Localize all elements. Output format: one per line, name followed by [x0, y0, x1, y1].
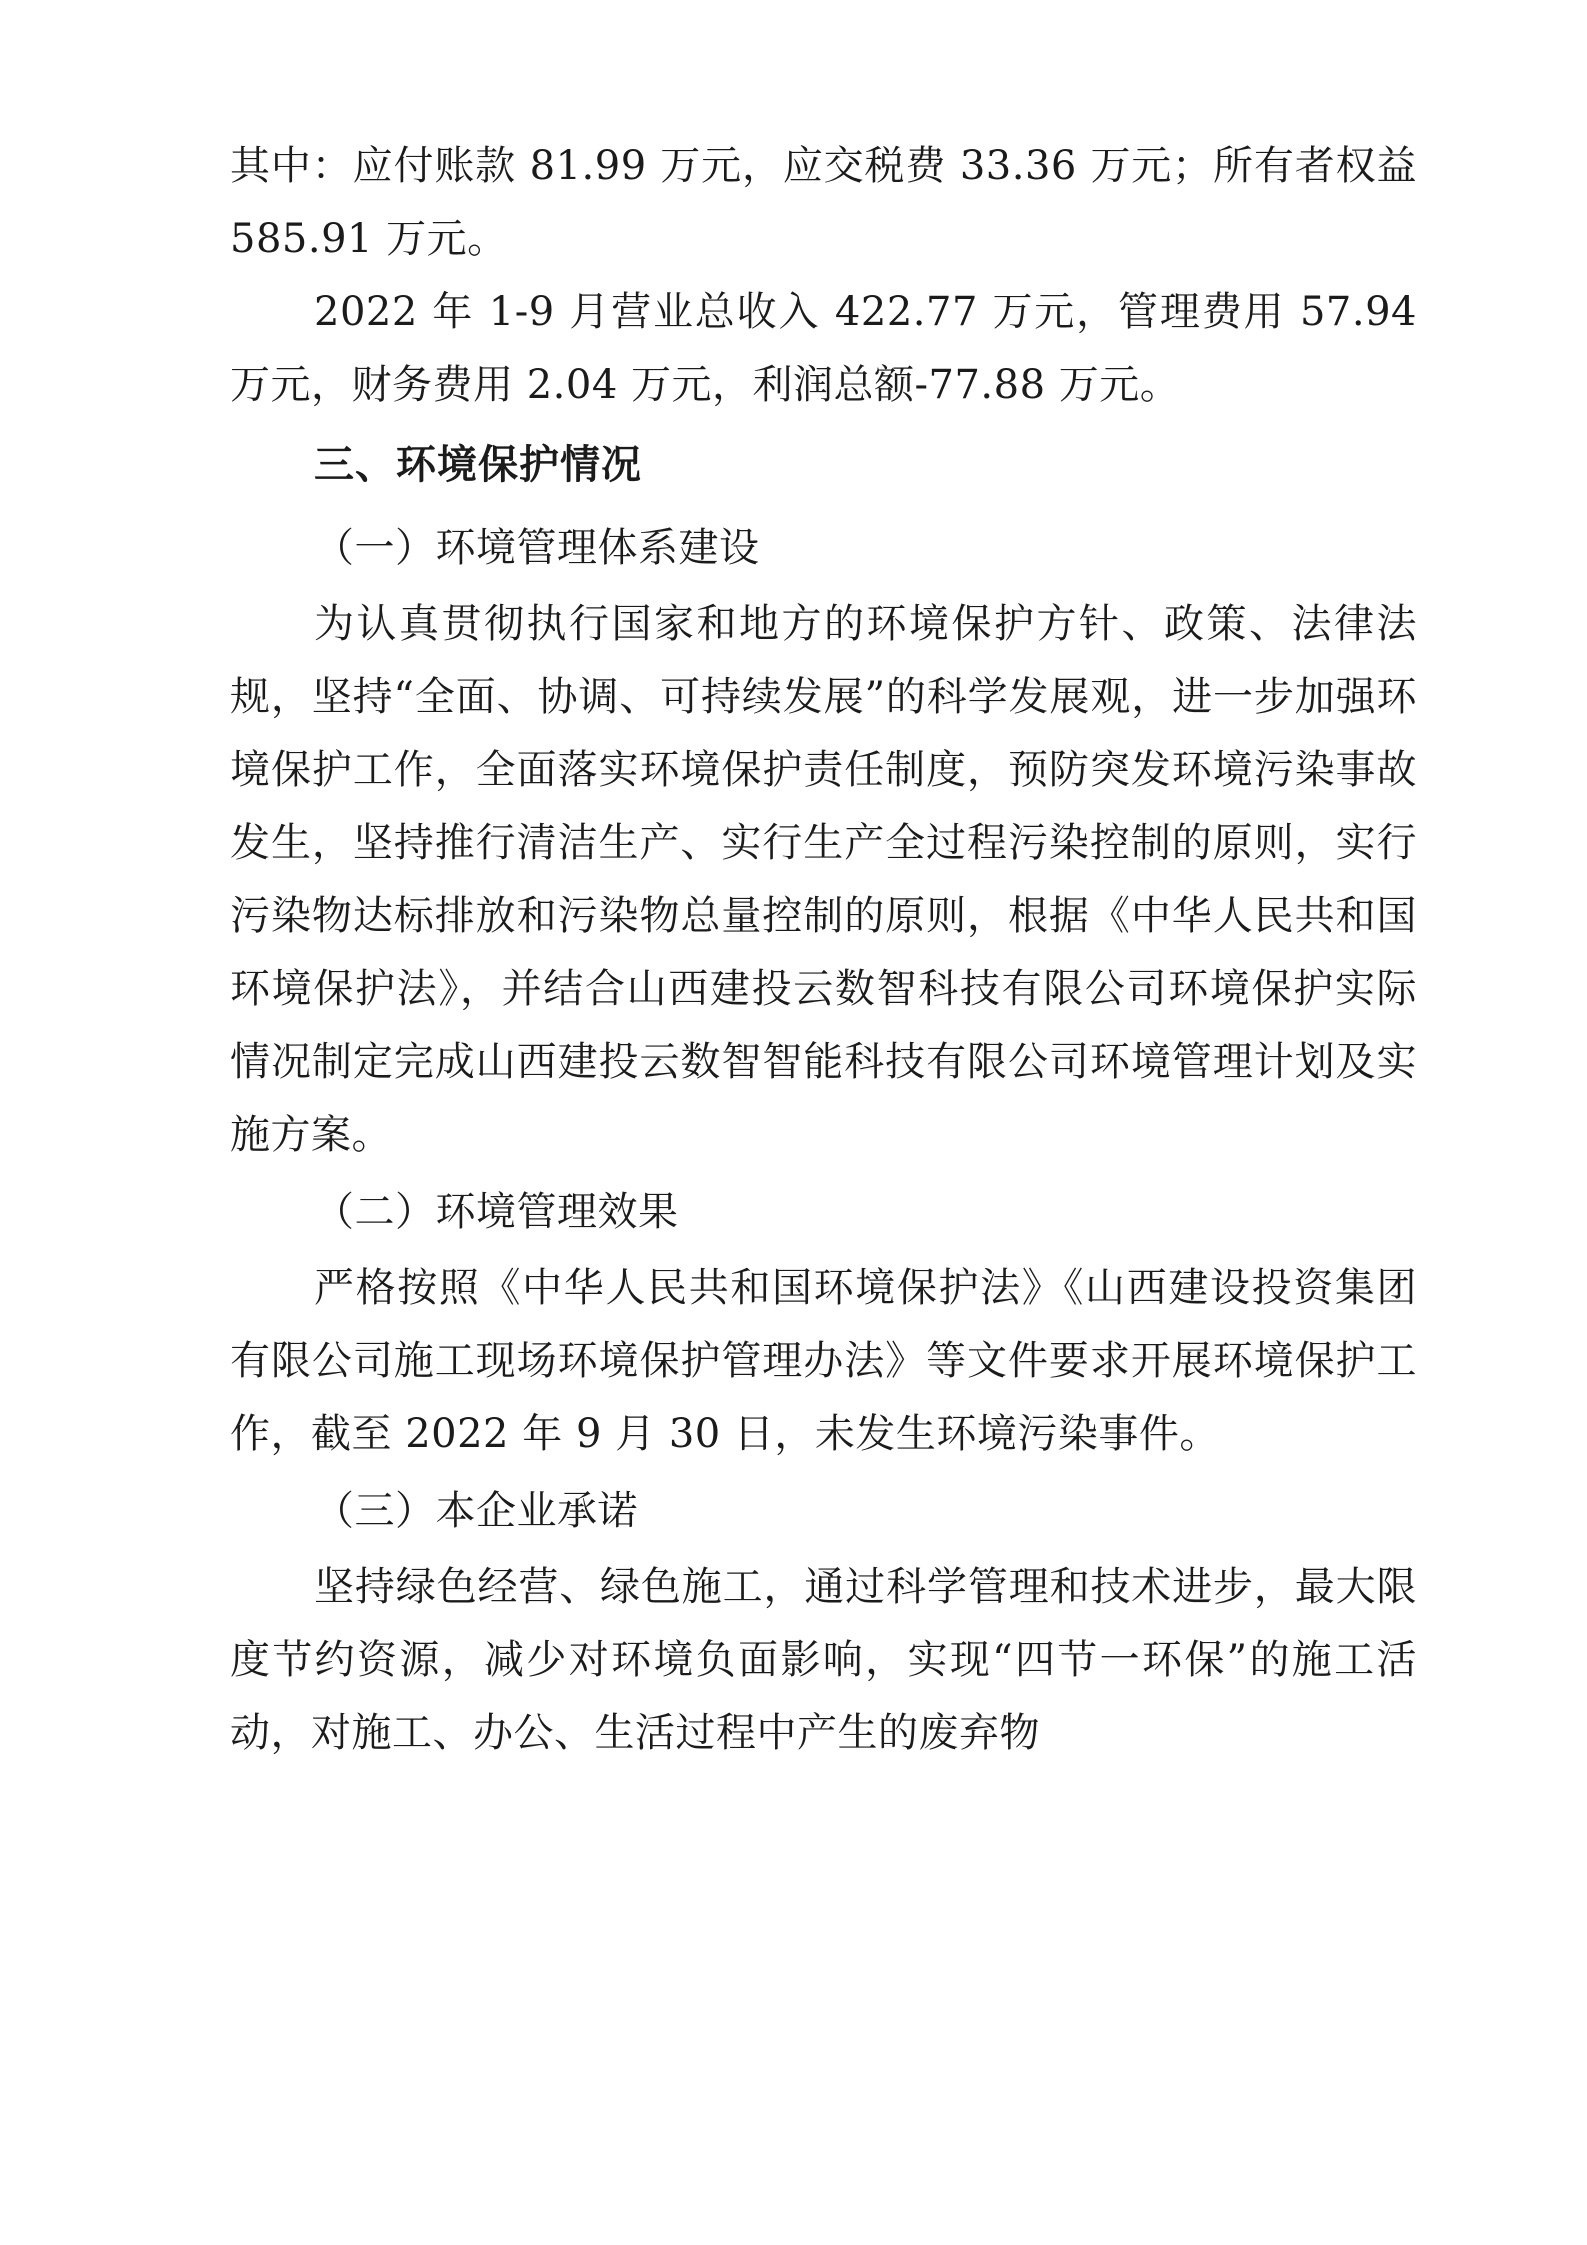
paragraph-company-commitment: 坚持绿色经营、绿色施工，通过科学管理和技术进步，最大限度节约资源，减少对环境负面影响，实现“四节一环保”的施工活动，对施工、办公、生活过程中产生的废弃物	[230, 1564, 1417, 1756]
heading-subsection-system-construction: （一）环境管理体系建设	[314, 525, 760, 571]
heading-subsection-management-effect: （二）环境管理效果	[314, 1189, 679, 1235]
paragraph-system-construction: 为认真贯彻执行国家和地方的环境保护方针、政策、法律法规，坚持“全面、协调、可持续发展”的科学发展观，进一步加强环境保护工作，全面落实环境保护责任制度，预防突发环境污染事故发生，坚持推行清洁生产、实行生产全过程污染控制的原则，实行污染物达标排放和污染物总量控制的原则，根据《中华人民共和国环境保护法》，并结合山西建投云数智科技有限公司环境保护实际情况制定完成山西建投云数智智能科技有限公司环境管理计划及实施方案。	[230, 601, 1417, 1158]
document-body	[230, 130, 1417, 1770]
heading-subsection-company-commitment: （三）本企业承诺	[314, 1488, 638, 1534]
paragraph-financial-summary: 2022 年 1-9 月营业总收入 422.77 万元，管理费用 57.94 万元，财务费用 2.04 万元，利润总额-77.88 万元。	[230, 289, 1417, 408]
paragraph-management-effect: 严格按照《中华人民共和国环境保护法》《山西建设投资集团有限公司施工现场环境保护管理办法》等文件要求开展环境保护工作，截至 2022 年 9 月 30 日，未发生环境污染事件。	[230, 1265, 1417, 1457]
heading-section-environment: 三、环境保护情况	[314, 442, 642, 488]
paragraph-financial-detail: 其中：应付账款 81.99 万元，应交税费 33.36 万元；所有者权益 585.91 万元。	[230, 143, 1417, 262]
